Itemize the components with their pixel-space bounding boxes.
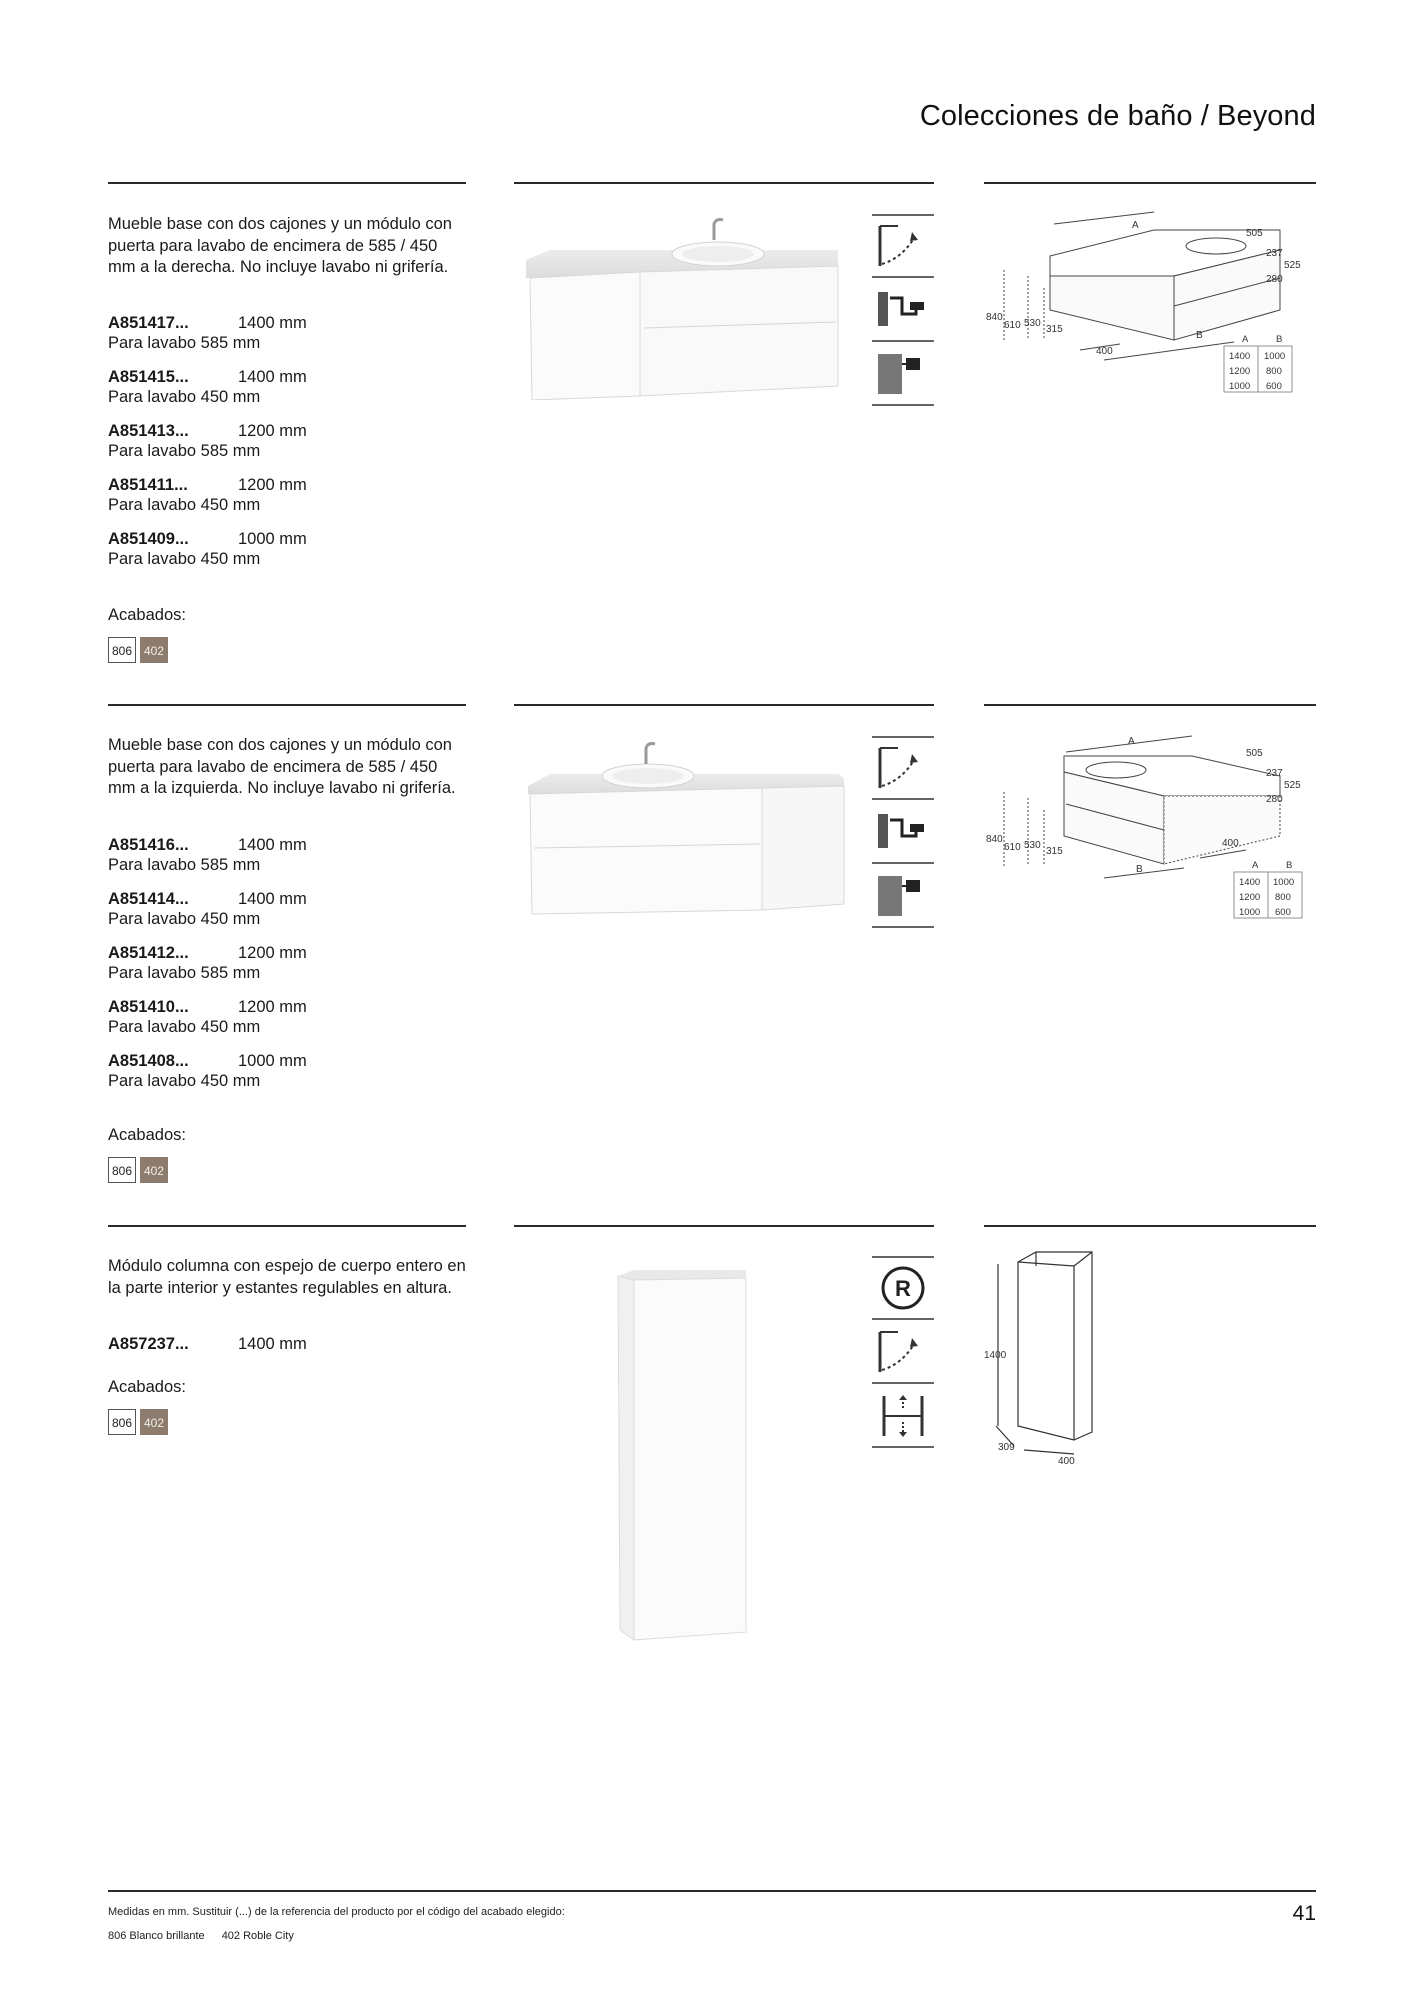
product-description: Mueble base con dos cajones y un módulo con puerta para lavabo de encimera de 585 / 450 mm a la derecha. No incluye lavabo ni grifería. bbox=[108, 215, 452, 276]
dimension-table-cell: 600 bbox=[1275, 907, 1291, 918]
footer-note: Medidas en mm. Sustituir (...) de la referencia del producto por el código del acabado elegido: bbox=[108, 1906, 565, 1918]
finish-swatch-oak[interactable]: 402 bbox=[140, 1409, 168, 1435]
finish-swatches bbox=[108, 637, 168, 663]
product-ref: A851408... bbox=[108, 1052, 189, 1070]
drawer-soft-close-icon bbox=[872, 736, 934, 800]
wall-mount-icon bbox=[872, 800, 934, 864]
finish-swatch-white[interactable]: 806 bbox=[108, 637, 136, 663]
dimension-label: B bbox=[1136, 864, 1143, 875]
dimension-label: 309 bbox=[998, 1442, 1015, 1453]
dimension-label: 525 bbox=[1284, 260, 1301, 271]
dimension-label: 315 bbox=[1046, 324, 1063, 335]
svg-text:R: R bbox=[895, 1276, 911, 1301]
product-ref: A851413... bbox=[108, 422, 189, 440]
dimension-label: 400 bbox=[1222, 838, 1239, 849]
wall-mount-icon bbox=[872, 278, 934, 342]
footer-rule bbox=[108, 1890, 1316, 1892]
wall-hung-cabinet-icon bbox=[872, 864, 934, 928]
dimension-table-cell: 800 bbox=[1275, 892, 1291, 903]
dimension-label: 840 bbox=[986, 312, 1003, 323]
finish-swatch-oak[interactable]: 402 bbox=[140, 637, 168, 663]
dimension-table-header: B bbox=[1276, 334, 1283, 345]
section-rule bbox=[984, 182, 1316, 184]
product-width: 1200 mm bbox=[238, 422, 307, 440]
product-ref: A851416... bbox=[108, 836, 189, 854]
door-soft-close-icon bbox=[872, 1320, 934, 1384]
dimension-table-cell: 1000 bbox=[1264, 351, 1286, 362]
product-width: 1000 mm bbox=[238, 530, 307, 548]
product-ref: A851409... bbox=[108, 530, 189, 548]
adjustable-shelves-icon bbox=[872, 1384, 934, 1448]
section-rule bbox=[984, 1225, 1316, 1227]
dimension-table-cell: 1200 bbox=[1229, 366, 1251, 377]
section-rule bbox=[514, 1225, 934, 1227]
dimension-label: 237 bbox=[1266, 248, 1283, 259]
dimension-label: 610 bbox=[1004, 320, 1021, 331]
dimension-table-header: A bbox=[1242, 334, 1249, 345]
dimension-table bbox=[1224, 334, 1292, 392]
dimension-label: B bbox=[1196, 330, 1203, 341]
product-note: Para lavabo 450 mm bbox=[108, 1072, 261, 1090]
section-rule bbox=[108, 182, 466, 184]
dimension-label: A bbox=[1132, 220, 1139, 231]
dimension-label: 1400 bbox=[984, 1350, 1007, 1361]
page-number: 41 bbox=[1292, 1902, 1316, 1925]
dimension-label: 505 bbox=[1246, 228, 1263, 239]
vanity-unit-image bbox=[520, 738, 850, 918]
finish-legend bbox=[108, 1930, 308, 1942]
dimension-table-cell: 1000 bbox=[1239, 907, 1261, 918]
product-width: 1200 mm bbox=[238, 944, 307, 962]
dimension-table-cell: 1000 bbox=[1229, 381, 1251, 392]
product-ref: A851414... bbox=[108, 890, 189, 908]
product-ref: A851410... bbox=[108, 998, 189, 1016]
dimension-table-header: A bbox=[1252, 860, 1259, 871]
product-ref: A851417... bbox=[108, 314, 189, 332]
dimension-table-cell: 1200 bbox=[1239, 892, 1261, 903]
product-width: 1200 mm bbox=[238, 476, 307, 494]
finishes-label: Acabados: bbox=[108, 606, 186, 624]
technical-drawing bbox=[984, 732, 1316, 922]
column-unit-image bbox=[610, 1268, 750, 1648]
section-rule bbox=[108, 704, 466, 706]
product-width: 1400 mm bbox=[238, 890, 307, 908]
product-ref: A851412... bbox=[108, 944, 189, 962]
product-ref: A851415... bbox=[108, 368, 189, 386]
product-width: 1200 mm bbox=[238, 998, 307, 1016]
finish-swatches bbox=[108, 1157, 168, 1183]
wall-hung-cabinet-icon bbox=[872, 342, 934, 406]
dimension-table-header: B bbox=[1286, 860, 1293, 871]
vanity-unit-image bbox=[520, 210, 850, 400]
product-description: Módulo columna con espejo de cuerpo entero en la parte interior y estantes regulables en altura. bbox=[108, 1257, 466, 1297]
dimension-label: 400 bbox=[1096, 346, 1113, 357]
dimension-label: 530 bbox=[1024, 840, 1041, 851]
dimension-table bbox=[1234, 860, 1302, 918]
finish-swatch-oak[interactable]: 402 bbox=[140, 1157, 168, 1183]
product-note: Para lavabo 450 mm bbox=[108, 388, 261, 406]
finishes-label: Acabados: bbox=[108, 1378, 186, 1396]
product-width: 1400 mm bbox=[238, 368, 307, 386]
drawer-soft-close-icon bbox=[872, 214, 934, 278]
dimension-label: 525 bbox=[1284, 780, 1301, 791]
dimension-table-cell: 1400 bbox=[1239, 877, 1261, 888]
dimension-label: 530 bbox=[1024, 318, 1041, 329]
product-width: 1400 mm bbox=[238, 836, 307, 854]
section-rule bbox=[514, 704, 934, 706]
finishes-label: Acabados: bbox=[108, 1126, 186, 1144]
dimension-label: 280 bbox=[1266, 274, 1283, 285]
product-ref: A851411... bbox=[108, 476, 188, 494]
reversible-icon bbox=[872, 1256, 934, 1320]
product-note: Para lavabo 585 mm bbox=[108, 442, 261, 460]
finish-legend-item: 402 Roble City bbox=[221, 1930, 294, 1942]
product-note: Para lavabo 450 mm bbox=[108, 1018, 261, 1036]
section-rule bbox=[108, 1225, 466, 1227]
section-rule bbox=[514, 182, 934, 184]
technical-drawing bbox=[984, 210, 1316, 400]
dimension-label: 315 bbox=[1046, 846, 1063, 857]
dimension-label: 610 bbox=[1004, 842, 1021, 853]
technical-drawing bbox=[984, 1250, 1124, 1470]
dimension-label: 505 bbox=[1246, 748, 1263, 759]
product-note: Para lavabo 585 mm bbox=[108, 964, 261, 982]
product-width: 1000 mm bbox=[238, 1052, 307, 1070]
finish-swatch-white[interactable]: 806 bbox=[108, 1157, 136, 1183]
dimension-table-cell: 1000 bbox=[1273, 877, 1295, 888]
dimension-table-cell: 800 bbox=[1266, 366, 1282, 377]
dimension-label: 237 bbox=[1266, 768, 1283, 779]
dimension-label: A bbox=[1128, 736, 1135, 747]
product-note: Para lavabo 585 mm bbox=[108, 334, 261, 352]
product-ref: A857237... bbox=[108, 1335, 189, 1353]
dimension-table-cell: 1400 bbox=[1229, 351, 1251, 362]
dimension-label: 400 bbox=[1058, 1456, 1075, 1467]
finish-legend-item: 806 Blanco brillante bbox=[108, 1930, 205, 1942]
product-note: Para lavabo 585 mm bbox=[108, 856, 261, 874]
product-description: Mueble base con dos cajones y un módulo con puerta para lavabo de encimera de 585 / 450 mm a la izquierda. No incluye lavabo ni grifería. bbox=[108, 736, 456, 797]
dimension-table-cell: 600 bbox=[1266, 381, 1282, 392]
page-title: Colecciones de baño / Beyond bbox=[919, 100, 1316, 132]
product-note: Para lavabo 450 mm bbox=[108, 496, 261, 514]
dimension-label: 840 bbox=[986, 834, 1003, 845]
product-note: Para lavabo 450 mm bbox=[108, 550, 261, 568]
section-rule bbox=[984, 704, 1316, 706]
finish-swatches bbox=[108, 1409, 168, 1435]
product-width: 1400 mm bbox=[238, 1335, 307, 1353]
product-width: 1400 mm bbox=[238, 314, 307, 332]
finish-swatch-white[interactable]: 806 bbox=[108, 1409, 136, 1435]
dimension-label: 280 bbox=[1266, 794, 1283, 805]
product-note: Para lavabo 450 mm bbox=[108, 910, 261, 928]
